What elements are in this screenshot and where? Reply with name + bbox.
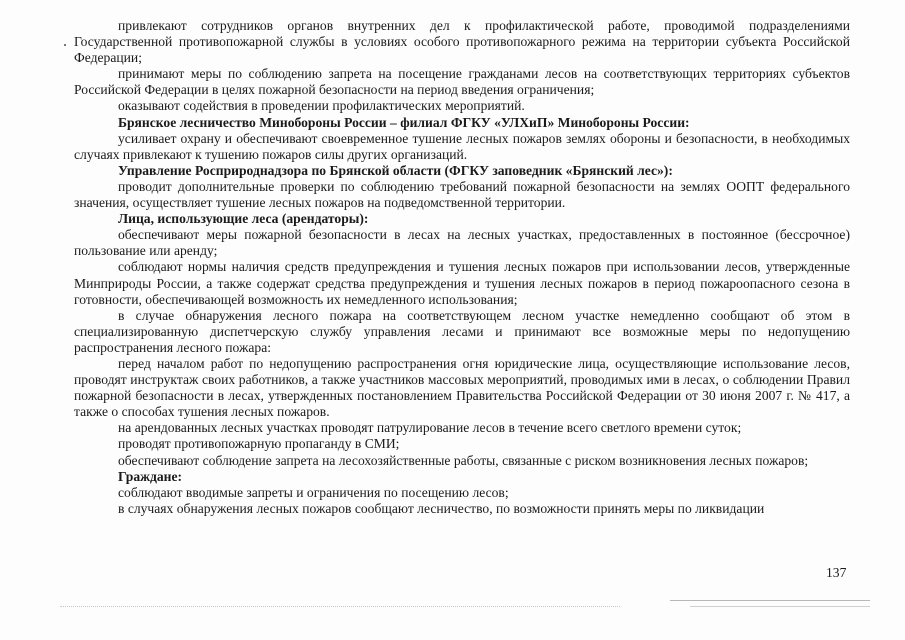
- page-number: 137: [826, 565, 847, 580]
- paragraph: привлекают сотрудников органов внутренних дел к профилактической работе, проводимой подразделениями Государственной противопожарной службы в условиях особого противопожарного режима на территории субъекта Российской Федерации;: [74, 18, 850, 66]
- paragraph: соблюдают нормы наличия средств предупреждения и тушения лесных пожаров при использовании лесов, утвержденные Минприроды России, а также содержат средства предупреждения и тушения лесных пожаров в период пожароопасного сезона в готовности, обеспечивающей возможность их немедленного использования;: [74, 259, 850, 307]
- footer-rule: [690, 606, 870, 607]
- paragraph: перед началом работ по недопущению распространения огня юридические лица, осуществляющие использование лесов, проводят инструктаж своих работников, а также участников массовых мероприятий, проводимых ими в лесах, о соблюдении Правил пожарной безопасности в лесах, утвержденных постановлением Правительства Российской Федерации от 30 июня 2007 г. № 417, а также о способах тушения лесных пожаров.: [74, 355, 850, 420]
- paragraph: проводят противопожарную пропаганду в СМИ;: [118, 436, 400, 452]
- paragraph: оказывают содействия в проведении профилактических мероприятий.: [118, 98, 525, 114]
- paragraph: в случаях обнаружения лесных пожаров сообщают лесничество, по возможности принять меры по ликвидации: [118, 500, 765, 516]
- section-heading: Брянское лесничество Минобороны России – филиал ФГКУ «УЛХиП» Минобороны России:: [118, 114, 690, 130]
- section-heading: Лица, использующие леса (арендаторы):: [118, 211, 369, 227]
- paragraph: на арендованных лесных участках проводят патрулирование лесов в течение всего светлого времени суток;: [118, 420, 742, 436]
- footer-rule: [670, 600, 870, 601]
- scan-mark: [64, 44, 66, 46]
- paragraph: обеспечивают соблюдение запрета на лесохозяйственные работы, связанные с риском возникновения лесных пожаров;: [118, 452, 809, 468]
- paragraph: принимают меры по соблюдению запрета на посещение гражданами лесов на соответствующих территориях субъектов Российской Федерации в целях пожарной безопасности на период введения ограничения;: [74, 66, 850, 98]
- section-heading: Граждане:: [118, 468, 183, 484]
- paragraph: соблюдают вводимые запреты и ограничения по посещению лесов;: [118, 484, 509, 500]
- paragraph: усиливает охрану и обеспечивают своевременное тушение лесных пожаров землях обороны и безопасности, в необходимых случаях привлекают к тушению пожаров силы других организаций.: [74, 130, 850, 162]
- paragraph: в случае обнаружения лесного пожара на соответствующем лесном участке немедленно сообщают об этом в специализированную диспетчерскую службу управления лесами и принимают все возможные меры по недопущению распространения лесного пожара:: [74, 307, 850, 355]
- paragraph: обеспечивают меры пожарной безопасности в лесах на лесных участках, предоставленных в постоянное (бессрочное) пользование или аренду;: [74, 227, 850, 259]
- scan-artifact: [60, 606, 620, 609]
- document-body: [74, 18, 850, 517]
- section-heading: Управление Росприроднадзора по Брянской области (ФГКУ заповедник «Брянский лес»):: [118, 162, 673, 178]
- paragraph: проводит дополнительные проверки по соблюдению требований пожарной безопасности на землях ООПТ федерального значения, осуществляет тушение лесных пожаров на подведомственной территории.: [74, 178, 850, 211]
